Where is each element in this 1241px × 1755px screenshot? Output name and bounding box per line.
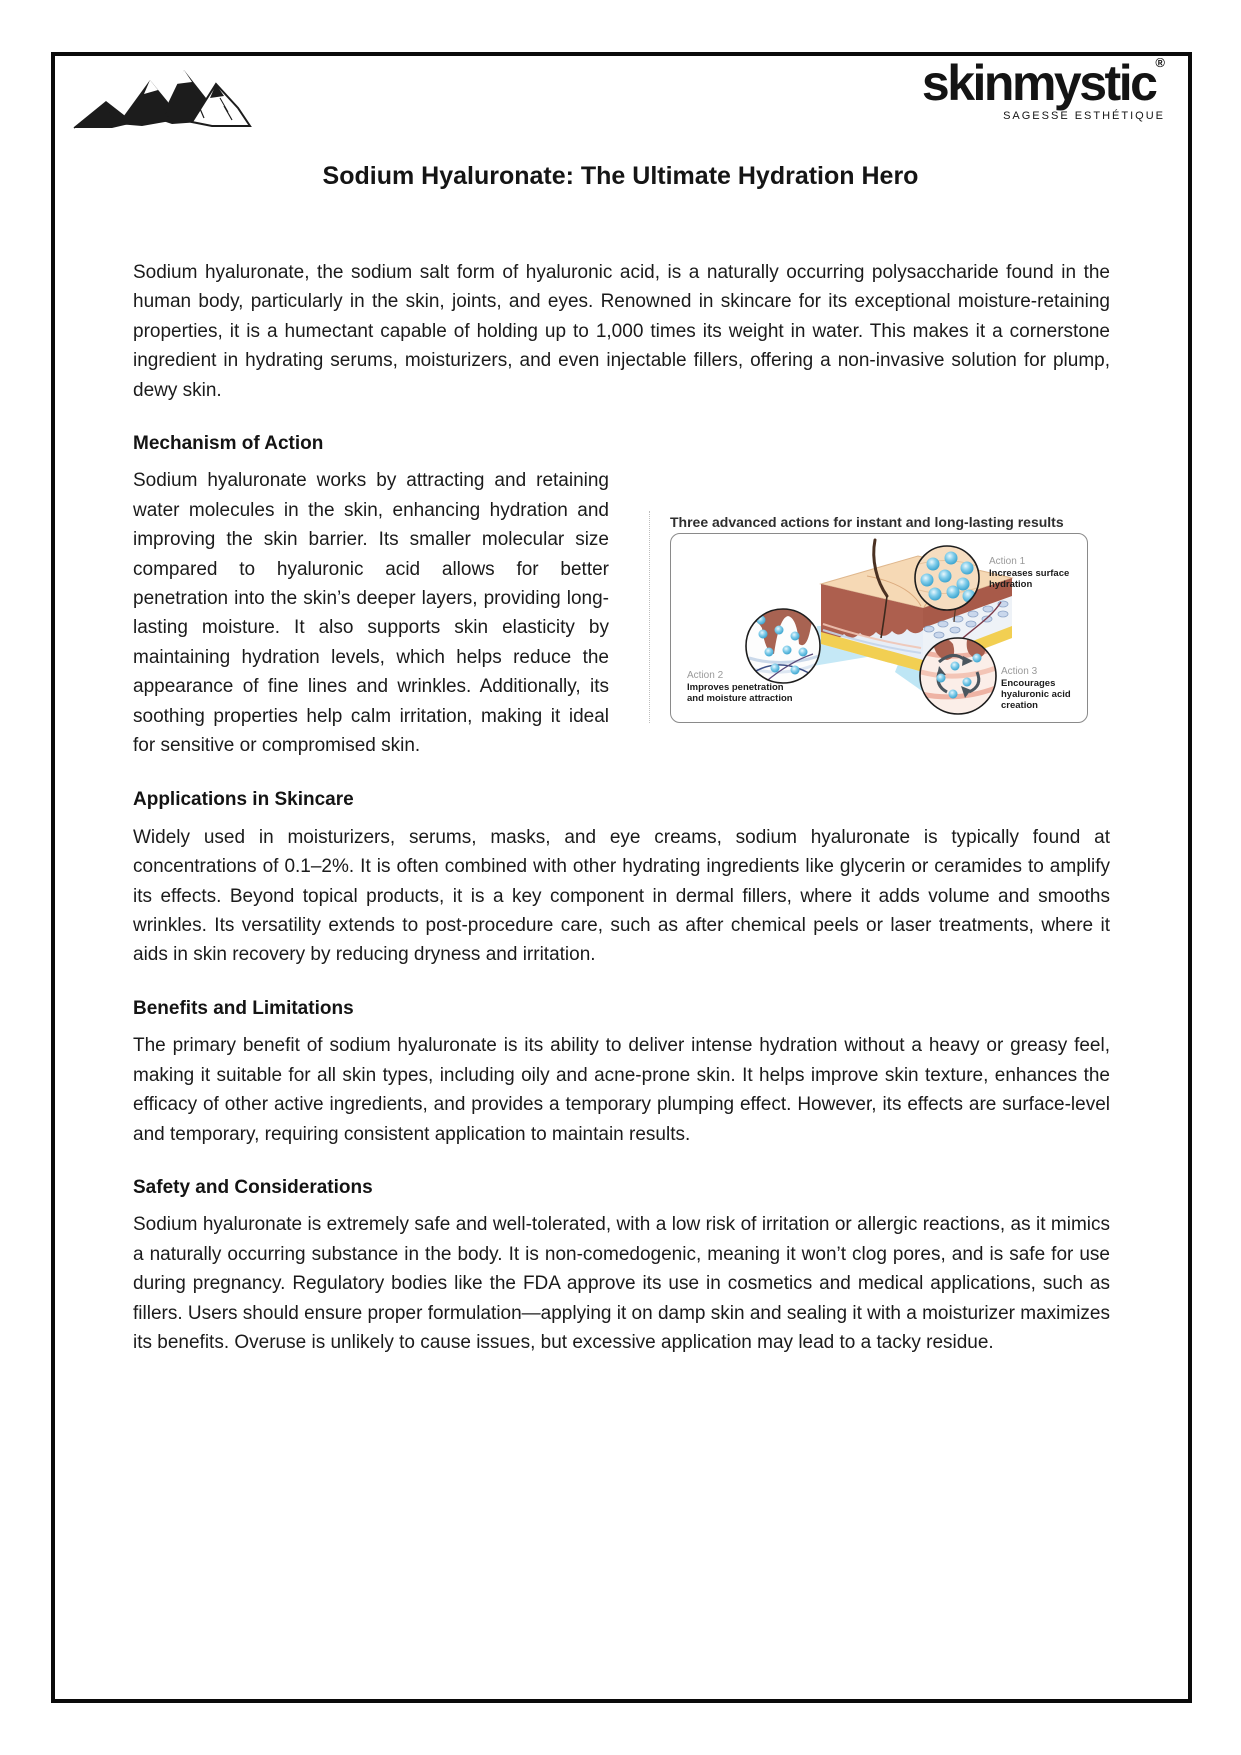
brand-name: skinmystic®: [921, 55, 1165, 111]
mechanism-figure: [649, 511, 1110, 723]
mountain-range-icon: [72, 58, 254, 142]
skin-cross-section-illustration: [670, 533, 1088, 723]
brand-logo: [921, 55, 1165, 122]
figure-title: Three advanced actions for instant and long-lasting results: [670, 514, 1064, 531]
benefits-paragraph: The primary benefit of sodium hyaluronate is its ability to deliver intense hydration without a heavy or greasy feel, making it suitable for all skin types, including oily and acne-prone skin. It helps improve skin texture, enhances the efficacy of other active ingredients, and provides a temporary plumping effect. However, its effects are surface-level and temporary, requiring consistent application to maintain results.: [133, 1035, 1110, 1145]
intro-paragraph: Sodium hyaluronate, the sodium salt form of hyaluronic acid, is a naturally occurring polysaccharide found in the human body, particularly in the skin, joints, and eyes. Renowned in skincare for its exceptional moisture-retaining properties, it is a humectant capable of holding up to 1,000 times its weight in water. This makes it a cornerstone ingredient in hydrating serums, moisturizers, and even injectable fillers, offering a non-invasive solution for plump, dewy skin.: [133, 262, 1110, 401]
brand-tagline: SAGESSE ESTHÉTIQUE: [1003, 110, 1165, 122]
figure-action-3-label: Action 3 Encourages hyaluronic acid creation: [1001, 666, 1071, 712]
page-title: Sodium Hyaluronate: The Ultimate Hydration Hero: [322, 162, 919, 190]
section-heading-benefits: Benefits and Limitations: [133, 997, 354, 1019]
figure-action-2-label: Action 2 Improves penetration and moisture attraction: [687, 670, 793, 705]
figure-action-1-label: Action 1 Increases surface hydration: [989, 556, 1070, 591]
applications-paragraph: Widely used in moisturizers, serums, masks, and eye creams, sodium hyaluronate is typically found at concentrations of 0.1–2%. It is often combined with other hydrating ingredients like glycerin or ceramides to amplify its effects. Beyond topical products, it is a key component in dermal fillers, where it adds volume and smooths wrinkles. Its versatility extends to post-procedure care, such as after chemical peels or laser treatments, where it aids in skin recovery by reducing dryness and irritation.: [133, 826, 1110, 966]
section-heading-applications: Applications in Skincare: [133, 789, 354, 811]
mountain-logo-image: [72, 58, 254, 142]
section-heading-safety: Safety and Considerations: [133, 1176, 373, 1198]
mechanism-paragraph: Three advanced actions for instant and long-lasting results Action 1 Increases surface hydration Action 2 Improves penetration and moisture attraction Action 3 Encourages hyaluronic acid creation Sodium hyaluronate works by attracting and retaining water molecules in the skin, enhancing hydration and improving the skin barrier. Its smaller molecular size compared to hyaluronic acid allows for better penetration into the skin’s deeper layers, providing long-lasting moisture. It also supports skin elasticity by maintaining hydration levels, which helps reduce the appearance of fine lines and wrinkles. Additionally, its soothing properties help calm irritation, making it ideal for sensitive or compromised skin.: [133, 466, 1110, 761]
safety-paragraph: Sodium hyaluronate is extremely safe and well-tolerated, with a low risk of irritation or allergic reactions, as it mimics a naturally occurring substance in the body. It is non-comedogenic, meaning it won’t clog pores, and is safe for use during pregnancy. Regulatory bodies like the FDA approve its use in cosmetics and medical applications, such as fillers. Users should ensure proper formulation—applying it on damp skin and sealing it with a moisturizer maximizes its benefits. Overuse is unlikely to cause issues, but excessive application may lead to a tacky residue.: [133, 1214, 1110, 1353]
document-body: [133, 258, 1110, 1381]
registered-trademark-icon: ®: [1155, 55, 1165, 70]
section-heading-mechanism: Mechanism of Action: [133, 433, 324, 455]
